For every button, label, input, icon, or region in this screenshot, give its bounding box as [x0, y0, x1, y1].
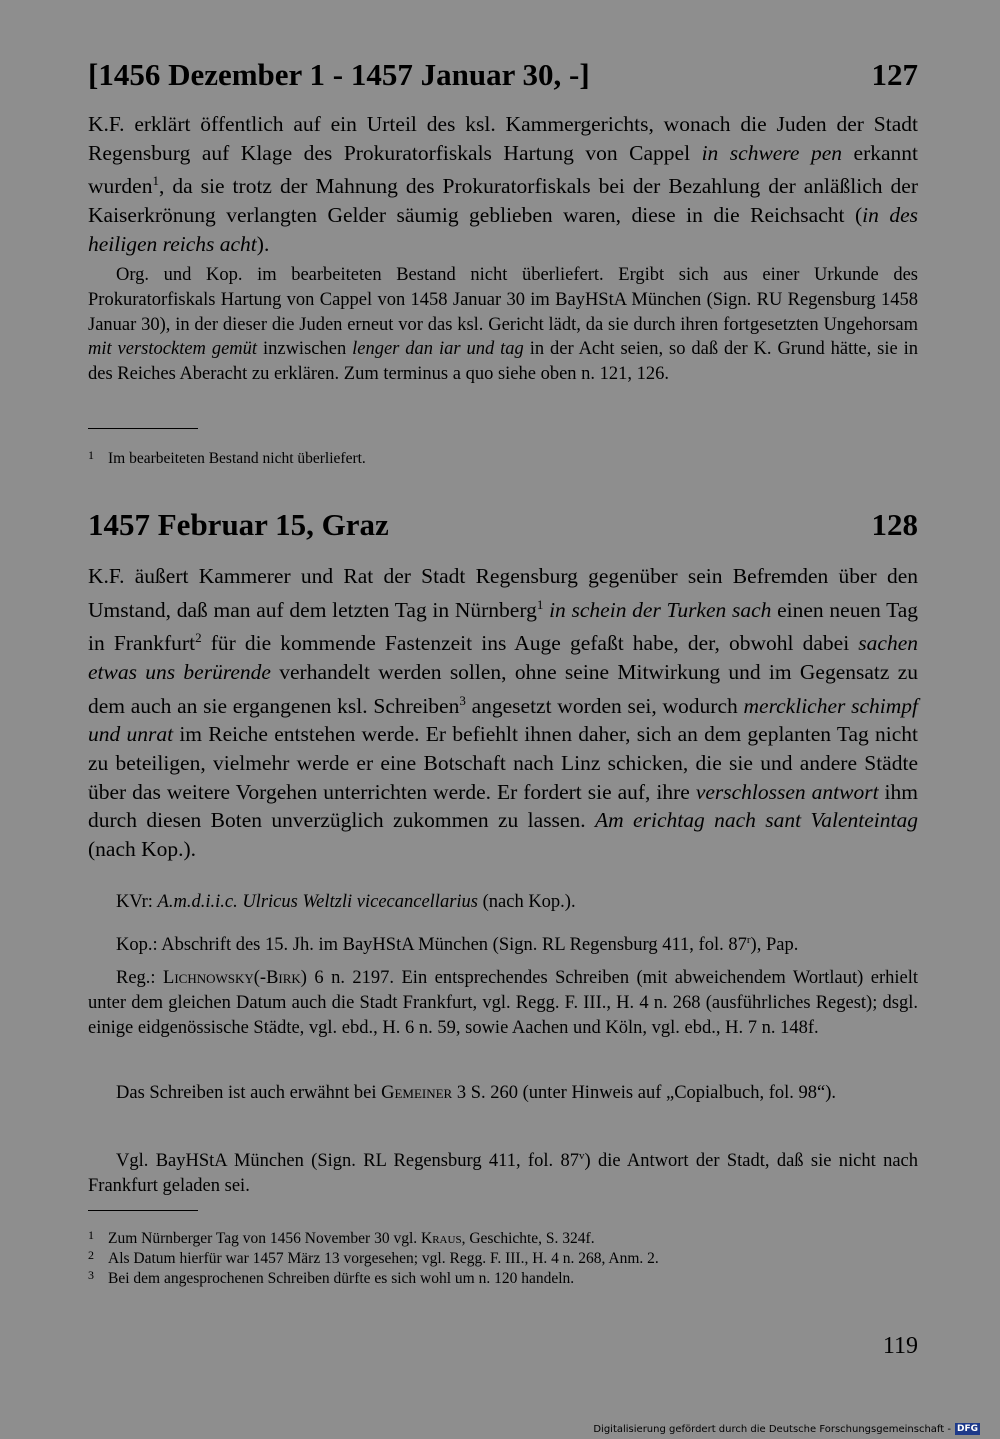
regest-127-text: K.F. erklärt öffentlich auf ein Urteil des ksl. Kammergerichts, wonach die Juden der Stadt Regensburg auf Klage des Prokuratorfiskals Hartung von Cappel in schwere pen erkannt wurden$^1$, da sie trotz der Mahnung des Prokuratorfiskals bei der Bezahlung der anläßlich der Kaiserkrönung verlangten Gelder säumig geblieben waren, diese in die Reichsacht (in des heiligen reichs acht).: [88, 112, 918, 256]
regest-128-heading: [88, 508, 918, 542]
regest-127-heading: [88, 58, 918, 92]
regest-128-footnote-2: 2 Als Datum hierfür war 1457 März 13 vorgesehen; vgl. Regg. F. III., H. 4 n. 268, Anm. 2.: [88, 1248, 659, 1267]
regest-128-reg: Reg.: Lichnowsky(-Birk) 6 n. 2197. Ein entsprechendes Schreiben (mit abweichendem Wortlaut) erhielt unter dem gleichen Datum auch die Stadt Frankfurt, vgl. Regg. F. III., H. 4 n. 268 (ausführliches Regest); dsgl. einige eidgenössische Städte, vgl. ebd., H. 6 n. 59, sowie Aachen und Köln, vgl. ebd., H. 7 n. 148f.: [88, 968, 918, 1038]
dfg-footer: [593, 1423, 980, 1435]
dfg-footer-text: Digitalisierung gefördert durch die Deutsche Forschungsgemeinschaft -: [593, 1423, 951, 1435]
regest-128-kop: Kop.: Abschrift des 15. Jh. im BayHStA München (Sign. RL Regensburg 411, fol. 87$^r$), Pap.: [116, 934, 799, 956]
regest-127-note: Org. und Kop. im bearbeiteten Bestand nicht überliefert. Ergibt sich aus einer Urkunde des Prokuratorfiskals Hartung von Cappel von 1458 Januar 30 im BayHStA München (Sign. RU Regensburg 1458 Januar 30), in der dieser die Juden erneut vor das ksl. Gericht lädt, da sie durch ihren fortgesetzten Ungehorsam mit verstocktem gemüt inzwischen lenger dan iar und tag in der Acht seien, so daß der K. Grund hätte, sie in des Reiches Aberacht zu erklären. Zum terminus a quo siehe oben n. 121, 126.: [88, 265, 919, 385]
page-number: 119: [882, 1333, 918, 1359]
dfg-logo-icon: DFG: [956, 1424, 978, 1434]
regest-128-number: 128: [871, 507, 918, 542]
regest-128-footnote-1: 1 Zum Nürnberger Tag von 1456 November 30 vgl. Kraus, Geschichte, S. 324f.: [88, 1228, 595, 1247]
regest-128-mention: Das Schreiben ist auch erwähnt bei Gemeiner 3 S. 260 (unter Hinweis auf „Copialbuch, fol. 98“).: [116, 1083, 837, 1103]
footnote-ref[interactable]: 1: [536, 596, 544, 612]
regest-127-number: 127: [871, 57, 918, 92]
regest-127-date: [1456 Dezember 1 - 1457 Januar 30, -]: [88, 57, 590, 92]
regest-128-footnote-3: 3 Bei dem angesprochenen Schreiben dürfte es sich wohl um n. 120 handeln.: [88, 1268, 575, 1287]
regest-128-date: 1457 Februar 15, Graz: [88, 507, 389, 542]
footnote-ref[interactable]: 3: [459, 692, 466, 708]
regest-128-text: K.F. äußert Kammerer und Rat der Stadt Regensburg gegenüber sein Befremden über den Umstand, daß man auf dem letzten Tag in Nürnberg$^1$ in schein der Turken sach einen neuen Tag in Frankfurt$^2$ für die kommende Fastenzeit ins Auge gefaßt habe, der, obwohl dabei sachen etwas uns berürende verhandelt werden sollen, ohne seine Mitwirkung und im Gegensatz zu dem auch an sie ergangenen ksl. Schreiben$^3$ angesetzt worden sei, wodurch mercklicher schimpf und unrat im Reiche entstehen werde. Er befiehlt ihnen daher, sich an dem geplanten Tag nicht zu beteiligen, vielmehr werde er eine Botschaft nach Linz schicken, die sie und andere Städte über das weitere Vorgehen unterrichten werde. Er fordert sie auf, ihre verschlossen antwort ihm durch diesen Boten unverzüglich zukommen zu lassen. Am erichtag nach sant Valenteintag (nach Kop.).: [88, 564, 919, 861]
regest-128-vgl: Vgl. BayHStA München (Sign. RL Regensburg 411, fol. 87$^v$) die Antwort der Stadt, daß sie nicht nach Frankfurt geladen sei.: [88, 1150, 919, 1196]
footnote-ref[interactable]: 2: [195, 630, 202, 646]
footnote-ref[interactable]: 1: [152, 173, 159, 189]
footnote-divider: [88, 428, 198, 429]
regest-127-footnote-1: 1 Im bearbeiteten Bestand nicht überliefert.: [88, 448, 366, 467]
footnote-divider: [88, 1210, 198, 1211]
regest-128-kvr: KVr: A.m.d.i.i.c. Ulricus Weltzli vicecancellarius (nach Kop.).: [116, 892, 576, 912]
